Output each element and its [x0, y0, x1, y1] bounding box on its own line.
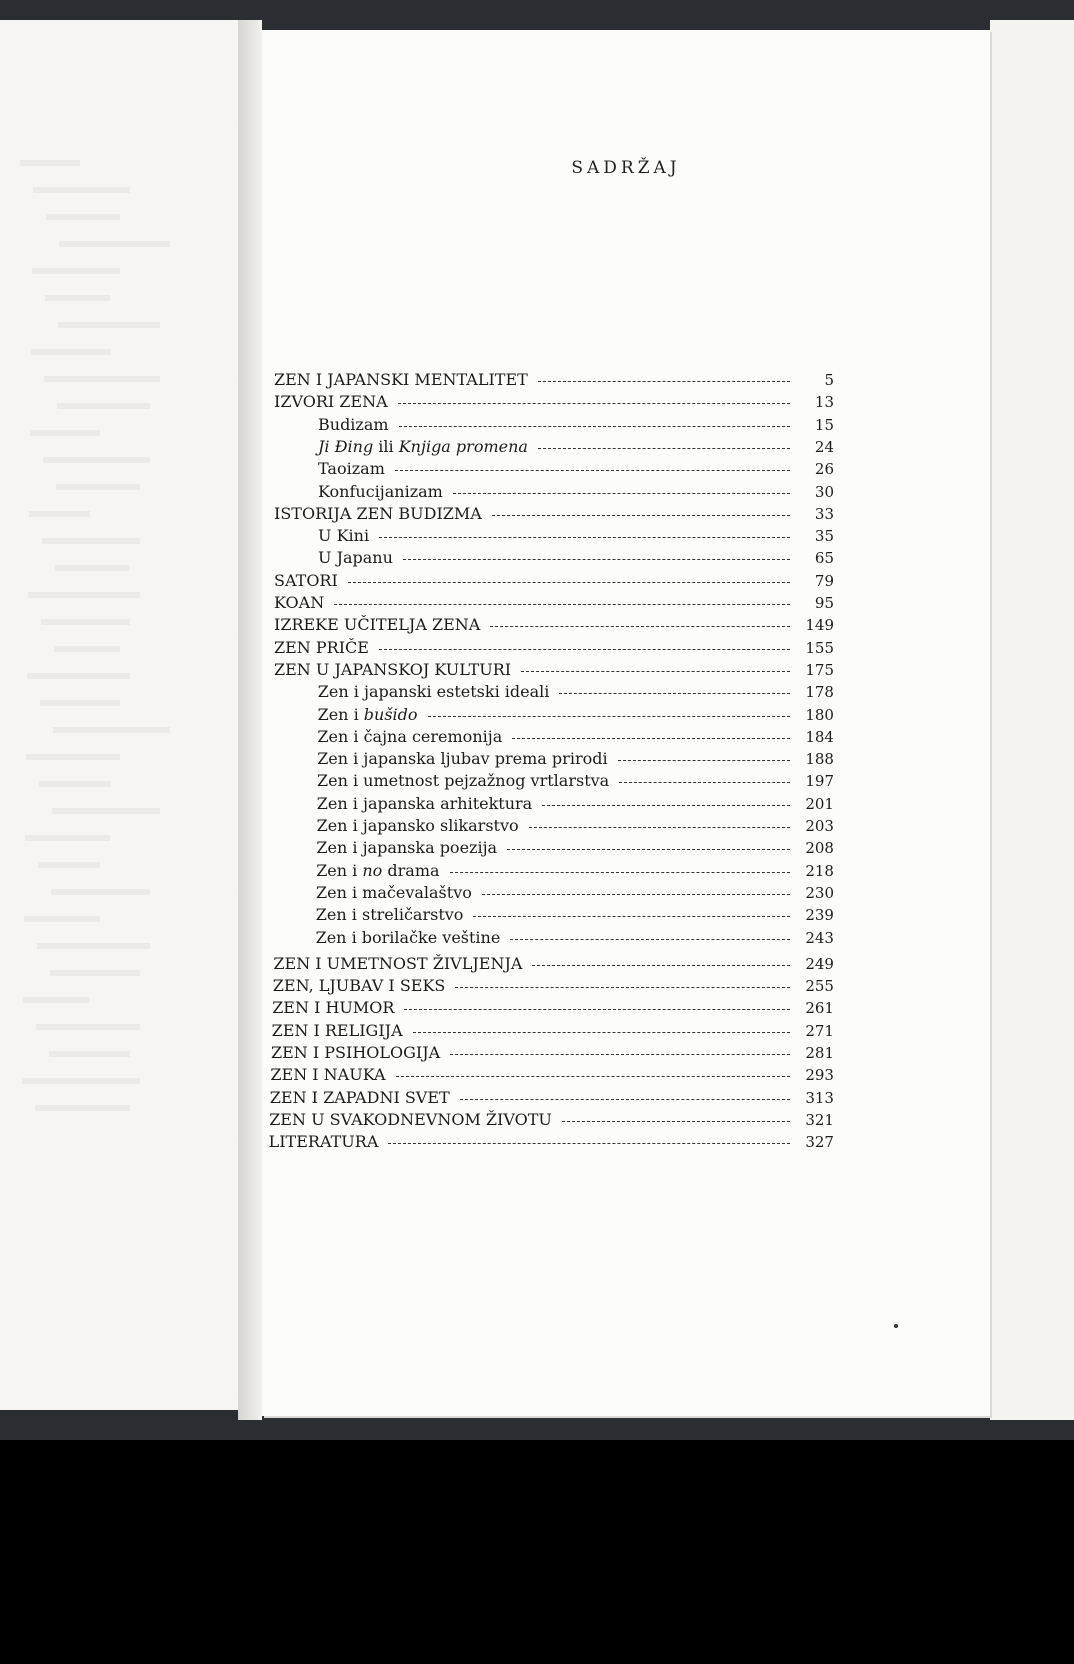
toc-entry: [269, 1132, 834, 1154]
toc-page-number: 149: [805, 616, 834, 635]
toc-page-number: 230: [805, 883, 834, 902]
dash-leader: [396, 1075, 790, 1077]
dash-leader: [399, 425, 790, 427]
dash-leader: [473, 915, 790, 917]
bleed-through-line: [52, 808, 160, 814]
toc-entry: [270, 1065, 834, 1087]
toc-page-number: 313: [805, 1088, 834, 1107]
toc-entry: [318, 705, 834, 727]
toc-entry-title: Ji Đing ili Knjiga promena: [318, 436, 528, 456]
toc-page-number: 180: [805, 705, 834, 724]
toc-page-number: 26: [814, 460, 834, 479]
bleed-through-line: [39, 781, 110, 787]
toc-page-number: 197: [805, 772, 834, 791]
toc-entry: [273, 954, 834, 976]
toc-entry: [318, 459, 834, 481]
toc-entry: [272, 1021, 834, 1043]
toc-entry-title: Zen i borilačke veštine: [315, 927, 501, 947]
toc-entry: [274, 392, 834, 414]
bleed-through-line: [32, 268, 120, 274]
bleed-through-line: [38, 862, 100, 868]
bleed-through-line: [25, 835, 110, 841]
bleed-through-line: [35, 1105, 130, 1111]
toc-entry-title: Zen i japanska arhitektura: [316, 793, 533, 813]
bleed-through-line: [50, 970, 140, 976]
toc-entry: [274, 638, 834, 660]
dash-leader: [482, 893, 790, 895]
toc-entry: [274, 571, 834, 593]
toc-entry-title: U Japanu: [318, 548, 393, 568]
toc-entry-title: ZEN PRIČE: [274, 637, 369, 657]
bleed-through-line: [51, 889, 150, 895]
toc-entry: [273, 976, 834, 998]
toc-entry-title: Zen i japanski estetski ideali: [317, 682, 550, 702]
dash-leader: [562, 1120, 790, 1122]
toc-entry-title: U Kini: [318, 526, 370, 546]
page-edge: [990, 20, 1074, 1420]
dash-leader: [379, 536, 790, 538]
left-page: [0, 20, 238, 1410]
toc-page-number: 35: [814, 527, 834, 546]
dash-leader: [403, 558, 790, 560]
toc-entry-title: LITERATURA: [268, 1132, 379, 1152]
dash-leader: [455, 986, 790, 988]
toc-entry: [274, 504, 834, 526]
toc-page-number: 30: [814, 482, 834, 501]
toc-page-number: 33: [814, 504, 834, 523]
toc-page-number: 261: [805, 999, 834, 1018]
toc-entry-title: Zen i streličarstvo: [315, 905, 464, 925]
page-title: SADRŽAJ: [571, 158, 681, 178]
dash-leader: [413, 1031, 790, 1033]
scan-bottom-area: [0, 1440, 1074, 1664]
dash-leader: [559, 692, 790, 694]
toc-entry: [317, 749, 834, 771]
toc-entry-title: ZEN I PSIHOLOGIJA: [271, 1043, 441, 1062]
toc-entry-title: Zen i čajna ceremonija: [317, 726, 503, 746]
toc-entry-title: Budizam: [318, 414, 389, 434]
toc-entry: [318, 526, 834, 548]
toc-page-number: 24: [814, 437, 834, 456]
toc-entry: [272, 998, 834, 1020]
dash-leader: [388, 1142, 790, 1144]
toc-page-number: 175: [805, 660, 834, 679]
toc-entry: [274, 593, 834, 615]
toc-page-number: 15: [814, 415, 834, 434]
toc-entry: [317, 727, 834, 749]
toc-page-number: 249: [805, 954, 834, 973]
bleed-through-line: [54, 646, 120, 652]
toc-page-number: 188: [805, 750, 834, 769]
toc-page-number: 203: [805, 817, 834, 835]
bleed-through-line: [45, 295, 110, 301]
dash-leader: [507, 848, 790, 850]
toc-entry: [316, 905, 834, 927]
toc-entry-title: IZREKE UČITELJA ZENA: [274, 615, 481, 635]
bleed-through-line: [43, 457, 150, 463]
toc-entry: [318, 437, 834, 459]
toc-page-number: 281: [805, 1044, 834, 1062]
dash-leader: [492, 514, 790, 516]
toc-page-number: 218: [805, 861, 834, 880]
book-gutter: [238, 20, 262, 1420]
dash-leader: [398, 402, 790, 404]
toc-entry: [318, 682, 834, 704]
bleed-through-line: [53, 727, 170, 733]
toc-entry: [318, 548, 834, 570]
toc-entry-title: KOAN: [274, 593, 325, 612]
toc-entry-title: Zen i no drama: [316, 860, 440, 880]
dash-leader: [538, 380, 790, 382]
toc-entry: [274, 615, 834, 637]
toc-entry: [317, 816, 834, 838]
bleed-through-line: [30, 430, 100, 436]
toc-page-number: 321: [805, 1110, 834, 1129]
bleed-through-line: [22, 1078, 140, 1084]
dash-leader: [618, 759, 790, 761]
toc-entry-title: ZEN I HUMOR: [272, 998, 395, 1018]
bleed-through-line: [46, 214, 120, 220]
dash-leader: [450, 871, 790, 873]
toc-entry-title: ZEN I RELIGIJA: [271, 1020, 403, 1040]
bleed-through-line: [26, 754, 120, 760]
toc-entry: [269, 1110, 834, 1132]
toc-page-number: 184: [805, 727, 834, 746]
bleed-through-line: [56, 484, 140, 490]
bleed-through-line: [37, 943, 150, 949]
toc-entry-title: ZEN I ZAPADNI SVET: [269, 1087, 450, 1107]
dash-leader: [460, 1098, 790, 1100]
dash-leader: [428, 715, 790, 717]
dash-leader: [521, 670, 790, 672]
toc-page-number: 13: [814, 393, 834, 412]
toc-entry: [318, 482, 834, 504]
bleed-through-line: [59, 241, 170, 247]
toc-page-number: 293: [805, 1066, 834, 1085]
toc-entry: [318, 415, 834, 437]
toc-page-number: 178: [805, 683, 834, 702]
bleed-through-line: [31, 349, 110, 355]
toc-page-number: 5: [824, 371, 834, 389]
toc-entry: [274, 370, 834, 392]
bleed-through-line: [28, 592, 140, 598]
bleed-through-line: [57, 403, 150, 409]
toc-entry: [270, 1088, 834, 1110]
toc-entry-title: IZVORI ZENA: [274, 392, 388, 412]
dash-leader: [453, 492, 790, 494]
dash-leader: [379, 648, 790, 650]
toc-page-number: 208: [805, 839, 834, 858]
toc-entry: [316, 861, 834, 883]
toc-page-number: 327: [805, 1133, 834, 1152]
toc-page-number: 155: [805, 638, 834, 657]
toc-page-number: 271: [805, 1021, 834, 1040]
toc-page-number: 65: [814, 549, 834, 568]
toc-page-number: 95: [814, 594, 834, 612]
bleed-through-line: [36, 1024, 140, 1030]
toc-entry: [271, 1043, 834, 1065]
bleed-through-line: [23, 997, 90, 1003]
bleed-through-line: [24, 916, 100, 922]
bleed-through-line: [33, 187, 130, 193]
bleed-through-line: [58, 322, 160, 328]
dash-leader: [450, 1053, 790, 1055]
toc-entry: [316, 883, 834, 905]
bleed-through-line: [27, 673, 130, 679]
toc-entry-title: Zen i umetnost pejzažnog vrtlarstva: [317, 771, 610, 791]
toc-page: [262, 30, 990, 1416]
toc-entry-title: ZEN I JAPANSKI MENTALITET: [274, 370, 528, 389]
bleed-through-line: [44, 376, 160, 382]
toc-entry: [316, 838, 834, 860]
toc-entry-title: ZEN I UMETNOST ŽIVLJENJA: [273, 953, 523, 973]
dash-leader: [395, 469, 790, 471]
toc-entry-title: Konfucijanizam: [318, 481, 443, 501]
toc-page-number: 243: [805, 928, 834, 947]
dash-leader: [538, 447, 790, 449]
toc-entry-title: ZEN U JAPANSKOJ KULTURI: [274, 659, 512, 679]
toc-entry: [317, 771, 834, 793]
toc-entry-title: SATORI: [274, 570, 338, 590]
bleed-through-line: [49, 1051, 130, 1057]
dash-leader: [348, 581, 790, 583]
toc-entry: [317, 794, 834, 816]
toc-page-number: 239: [805, 906, 834, 925]
dash-leader: [404, 1008, 790, 1010]
toc-entry-title: ZEN, LJUBAV I SEKS: [272, 976, 446, 996]
bleed-through-line: [41, 619, 130, 625]
toc-entry-title: ZEN I NAUKA: [270, 1065, 386, 1085]
dash-leader: [529, 826, 790, 828]
dash-leader: [532, 964, 790, 966]
bleed-through-line: [40, 700, 120, 706]
toc-entry-title: Zen i japansko slikarstvo: [316, 816, 519, 835]
toc-page-number: 201: [805, 794, 834, 813]
toc-entry-title: ISTORIJA ZEN BUDIZMA: [274, 503, 482, 523]
dash-leader: [619, 781, 790, 783]
toc-entry-title: Zen i japanska ljubav prema prirodi: [317, 749, 608, 769]
toc-entry-title: Zen i japanska poezija: [316, 838, 498, 858]
toc-entry-title: Zen i mačevalaštvo: [316, 882, 472, 902]
bleed-through-line: [55, 565, 130, 571]
bleed-through-line: [20, 160, 80, 166]
dash-leader: [334, 603, 790, 605]
dash-leader: [512, 737, 790, 739]
speck: [894, 1324, 898, 1328]
toc-entry: [274, 660, 834, 682]
dash-leader: [510, 938, 790, 940]
bleed-through-line: [42, 538, 140, 544]
toc-entry-title: Taoizam: [318, 459, 385, 479]
toc-page-number: 255: [805, 977, 834, 996]
toc-page-number: 79: [814, 571, 834, 590]
toc-entry-title: ZEN U SVAKODNEVNOM ŽIVOTU: [269, 1109, 552, 1129]
dash-leader: [490, 625, 790, 627]
toc-entry: [316, 928, 834, 950]
dash-leader: [542, 804, 790, 806]
toc-entry-title: Zen i bušido: [317, 704, 418, 724]
bleed-through-line: [29, 511, 90, 517]
